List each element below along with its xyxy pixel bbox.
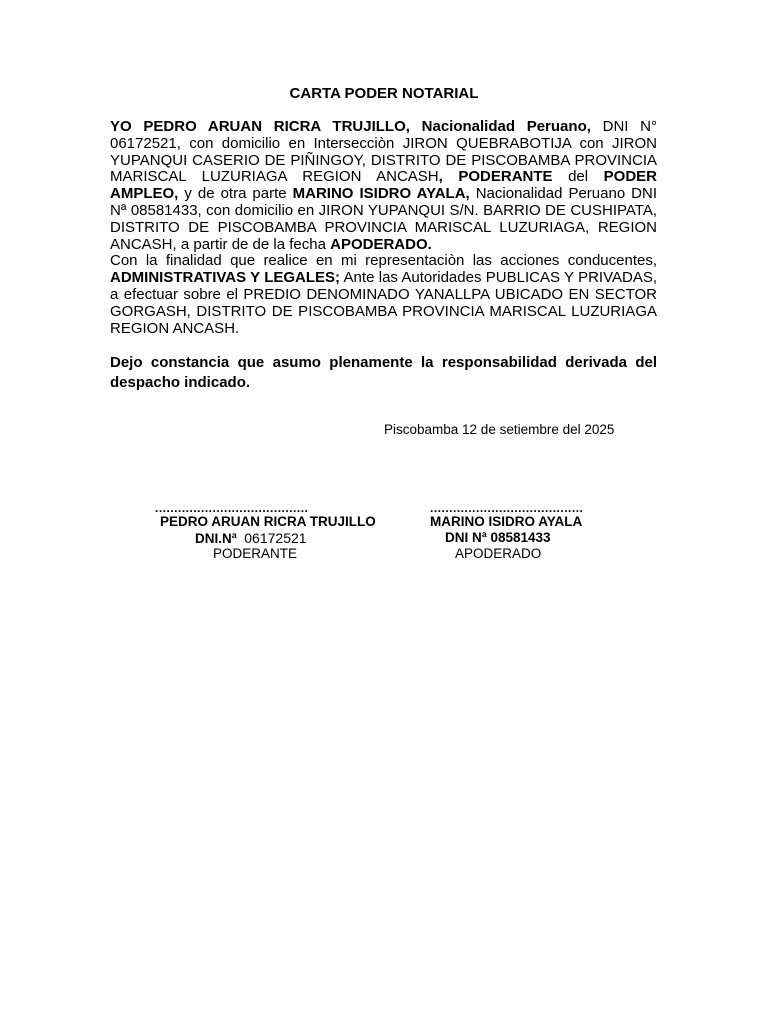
document-body: [110, 119, 657, 337]
poder-type: PODER AMPLEO,: [110, 168, 657, 203]
purpose-scope: ADMINISTRATIVAS Y LEGALES;: [110, 269, 341, 287]
connector-otra-parte: y de otra parte: [178, 185, 293, 203]
signer-dni: [195, 530, 307, 547]
poderante-details: DNI N° 06172521, con domicilio en Intersecciòn JIRON QUEBRABOTIJA con JIRON YUPANQUI CASERIO DE PIÑINGOY, DISTRITO DE PISCOBAMBA PROVINCIA MARISCAL LUZURIAGA REGION ANCASH: [110, 118, 658, 186]
signature-line: ........................................: [155, 501, 309, 515]
connector-del: del: [552, 168, 604, 186]
document-title: CARTA PODER NOTARIAL: [289, 85, 479, 102]
place-date: Piscobamba 12 de setiembre del 2025: [384, 422, 615, 437]
paragraph-purpose: [110, 253, 657, 337]
paragraph-grant: [110, 119, 657, 253]
signer-role: PODERANTE: [213, 546, 298, 561]
apoderado-label: APODERADO.: [330, 235, 432, 253]
signer-role: APODERADO: [455, 546, 542, 561]
signature-line: ........................................: [430, 501, 584, 515]
dni-number: 06172521: [244, 530, 307, 546]
apoderado-name: MARINO ISIDRO AYALA,: [292, 185, 470, 203]
poderante-label: , PODERANTE: [438, 168, 553, 186]
signer-dni: DNI Nª 08581433: [445, 530, 551, 545]
signer-name: PEDRO ARUAN RICRA TRUJILLO: [160, 514, 376, 529]
responsibility-statement: Dejo constancia que asumo plenamente la responsabilidad derivada del despacho indicado.: [110, 354, 657, 391]
purpose-intro: Con la finalidad que realice en mi representaciòn las acciones conducentes,: [110, 252, 657, 270]
poderante-intro: YO PEDRO ARUAN RICRA TRUJILLO, Nacionalidad Peruano,: [110, 118, 591, 135]
purpose-details: Ante las Autoridades PUBLICAS Y PRIVADAS, a efectuar sobre el PREDIO DENOMINADO YANALLPA UBICADO EN SECTOR GORGASH, DISTRITO DE PISCOBAMBA PROVINCIA MARISCAL LUZURIAGA REGION ANCASH.: [110, 269, 657, 337]
signer-name: MARINO ISIDRO AYALA: [430, 514, 583, 529]
apoderado-details: Nacionalidad Peruano DNI Nª 08581433, con domicilio en JIRON YUPANQUI S/N. BARRIO DE CUSHIPATA, DISTRITO DE PISCOBAMBA PROVINCIA MARISCAL LUZURIAGA, REGION ANCASH, a partir de de la fecha: [110, 185, 658, 253]
dni-label: DNI.Nª: [195, 531, 237, 546]
